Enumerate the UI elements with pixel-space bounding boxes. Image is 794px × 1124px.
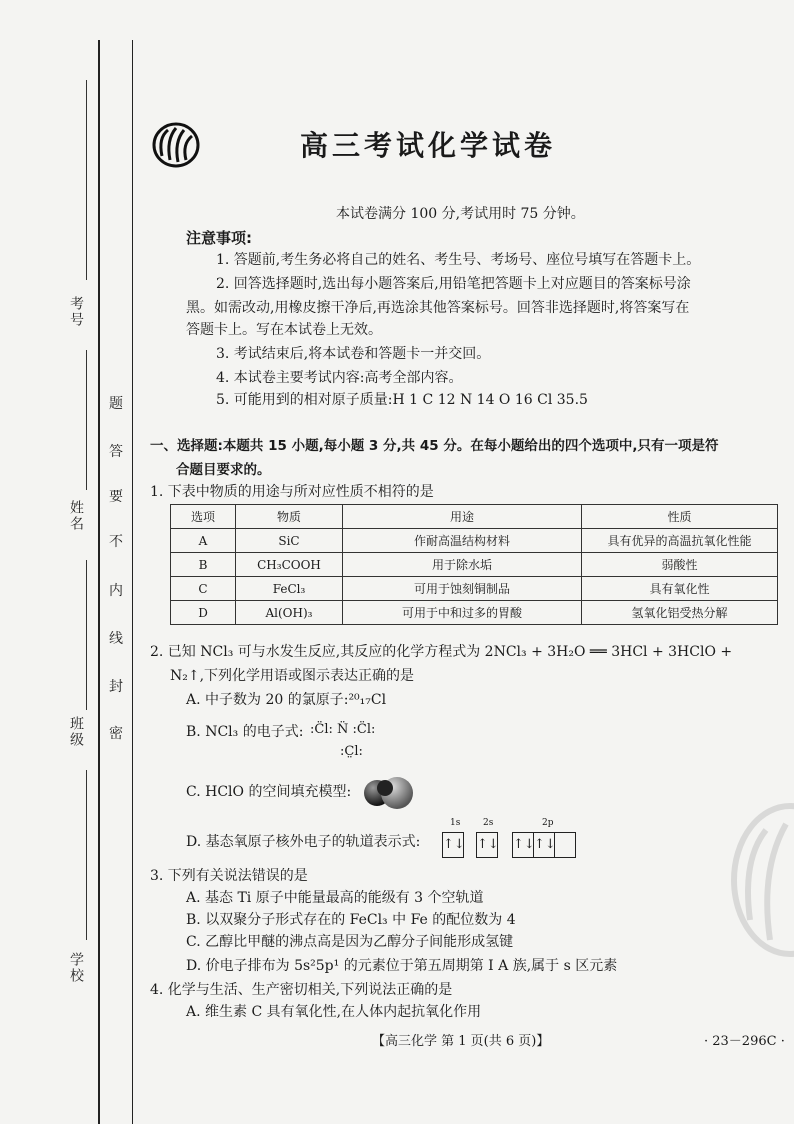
page-footer: 【高三化学 第 1 页(共 6 页)】 [372,1034,550,1049]
q3-option-a: A. 基态 Ti 原子中能量最高的能级有 3 个空轨道 [186,890,484,906]
table-cell: 可用于蚀刻铜制品 [343,577,582,601]
table-row [171,601,778,625]
publisher-logo-icon [152,122,200,168]
school-blank [86,770,87,940]
q3-option-c: C. 乙醇比甲醚的沸点高是因为乙醇分子间能形成氢键 [186,934,514,950]
orbital-box-2p [512,832,576,858]
table-cell: 具有氧化性 [582,577,778,601]
table-cell: A [171,529,236,553]
table-cell: 氢氧化铝受热分解 [582,601,778,625]
side-label-exam-number: 考号 [68,296,84,328]
space-filling-model-icon [363,776,415,810]
col-header: 选项 [171,505,236,529]
seal-char: 要 [109,489,123,505]
orbital-cell: ↑↓ [534,833,555,857]
q4-stem: 4. 化学与生活、生产密切相关,下列说法正确的是 [150,982,453,998]
margin-rule-inner [132,40,133,1124]
q4-option-a: A. 维生素 C 具有氧化性,在人体内起抗氧化作用 [186,1004,482,1020]
q3-option-d: D. 价电子排布为 5s²5p¹ 的元素位于第五周期第 Ⅰ A 族,属于 s 区元素 [186,958,618,974]
table-cell: SiC [236,529,343,553]
name-blank [86,350,87,490]
class-blank [86,560,87,710]
q2-option-c: C. HClO 的空间填充模型: [186,784,352,800]
col-header: 性质 [582,505,778,529]
table-cell: 作耐高温结构材料 [343,529,582,553]
orbital-cell [555,833,575,857]
q1-table [170,504,778,625]
table-cell: 弱酸性 [582,553,778,577]
orbital-box-1s [442,832,464,858]
q2-option-d: D. 基态氧原子核外电子的轨道表示式: [186,834,421,850]
exam-subtitle: 本试卷满分 100 分,考试用时 75 分钟。 [336,206,585,222]
seal-char: 不 [109,534,123,550]
side-label-class: 班级 [68,716,84,748]
paper-code: · 23－296C · [704,1034,785,1049]
col-header: 物质 [236,505,343,529]
seal-char: 内 [109,583,123,599]
orbital-cell: ↑↓ [443,837,465,852]
table-cell: Al(OH)₃ [236,601,343,625]
table-cell: D [171,601,236,625]
notice-line: 1. 答题前,考生务必将自己的姓名、考生号、考场号、座位号填写在答题卡上。 [216,252,701,268]
table-row [171,577,778,601]
section-heading-cont: 合题目要求的。 [176,462,271,478]
table-cell: FeCl₃ [236,577,343,601]
table-header-row [171,505,778,529]
q3-stem: 3. 下列有关说法错误的是 [150,868,308,884]
table-cell: CH₃COOH [236,553,343,577]
orbital-label-1s: 1s [450,818,461,828]
q2-option-a: A. 中子数为 20 的氯原子:²⁰₁₇Cl [186,692,387,708]
lewis-structure-top: :C̈l: N̈ :C̈l: [310,722,376,737]
orbital-box-2s [476,832,498,858]
margin-rule-outer [98,40,100,1124]
seal-char: 封 [109,679,123,695]
notice-line: 答题卡上。写在本试卷上无效。 [186,322,382,338]
orbital-cell: ↑↓ [513,833,534,857]
table-cell: C [171,577,236,601]
q1-stem: 1. 下表中物质的用途与所对应性质不相符的是 [150,484,434,500]
watermark-logo-icon [730,800,794,960]
table-cell: 用于除水垢 [343,553,582,577]
section-heading: 一、选择题:本题共 15 小题,每小题 3 分,共 45 分。在每小题给出的四个选项中,只有一项是符 [150,438,719,454]
q2-stem-cont: N₂↑,下列化学用语或图示表达正确的是 [170,668,415,684]
notice-heading: 注意事项: [186,229,252,247]
notice-line: 2. 回答选择题时,选出每小题答案后,用铅笔把答题卡上对应题目的答案标号涂 [216,276,691,292]
table-cell: 可用于中和过多的胃酸 [343,601,582,625]
orbital-label-2s: 2s [483,818,494,828]
q2-option-b: B. NCl₃ 的电子式: [186,724,304,740]
table-cell: 具有优异的高温抗氧化性能 [582,529,778,553]
q3-option-b: B. 以双聚分子形式存在的 FeCl₃ 中 Fe 的配位数为 4 [186,912,516,928]
notice-line: 3. 考试结束后,将本试卷和答题卡一并交回。 [216,346,491,362]
seal-char: 题 [109,396,123,412]
seal-char: 密 [109,726,123,742]
side-label-school: 学校 [68,952,84,984]
exam-title: 高三考试化学试卷 [300,129,557,162]
seal-char: 线 [109,631,123,647]
notice-line: 5. 可能用到的相对原子质量:H 1 C 12 N 14 O 16 Cl 35.5 [216,392,588,408]
table-cell: B [171,553,236,577]
orbital-label-2p: 2p [542,818,554,828]
orbital-cell: ↑↓ [477,837,499,852]
table-row [171,529,778,553]
col-header: 用途 [343,505,582,529]
lewis-structure-bottom: :C̤l: [340,744,363,759]
notice-line: 4. 本试卷主要考试内容:高考全部内容。 [216,370,463,386]
notice-line: 黑。如需改动,用橡皮擦干净后,再选涂其他答案标号。回答非选择题时,将答案写在 [186,300,690,316]
side-label-name: 姓名 [68,500,84,532]
table-row [171,553,778,577]
exam-number-blank [86,80,87,280]
seal-char: 答 [109,444,123,460]
q2-stem: 2. 已知 NCl₃ 可与水发生反应,其反应的化学方程式为 2NCl₃ + 3H₂O ══ 3HCl + 3HClO + [150,644,733,660]
